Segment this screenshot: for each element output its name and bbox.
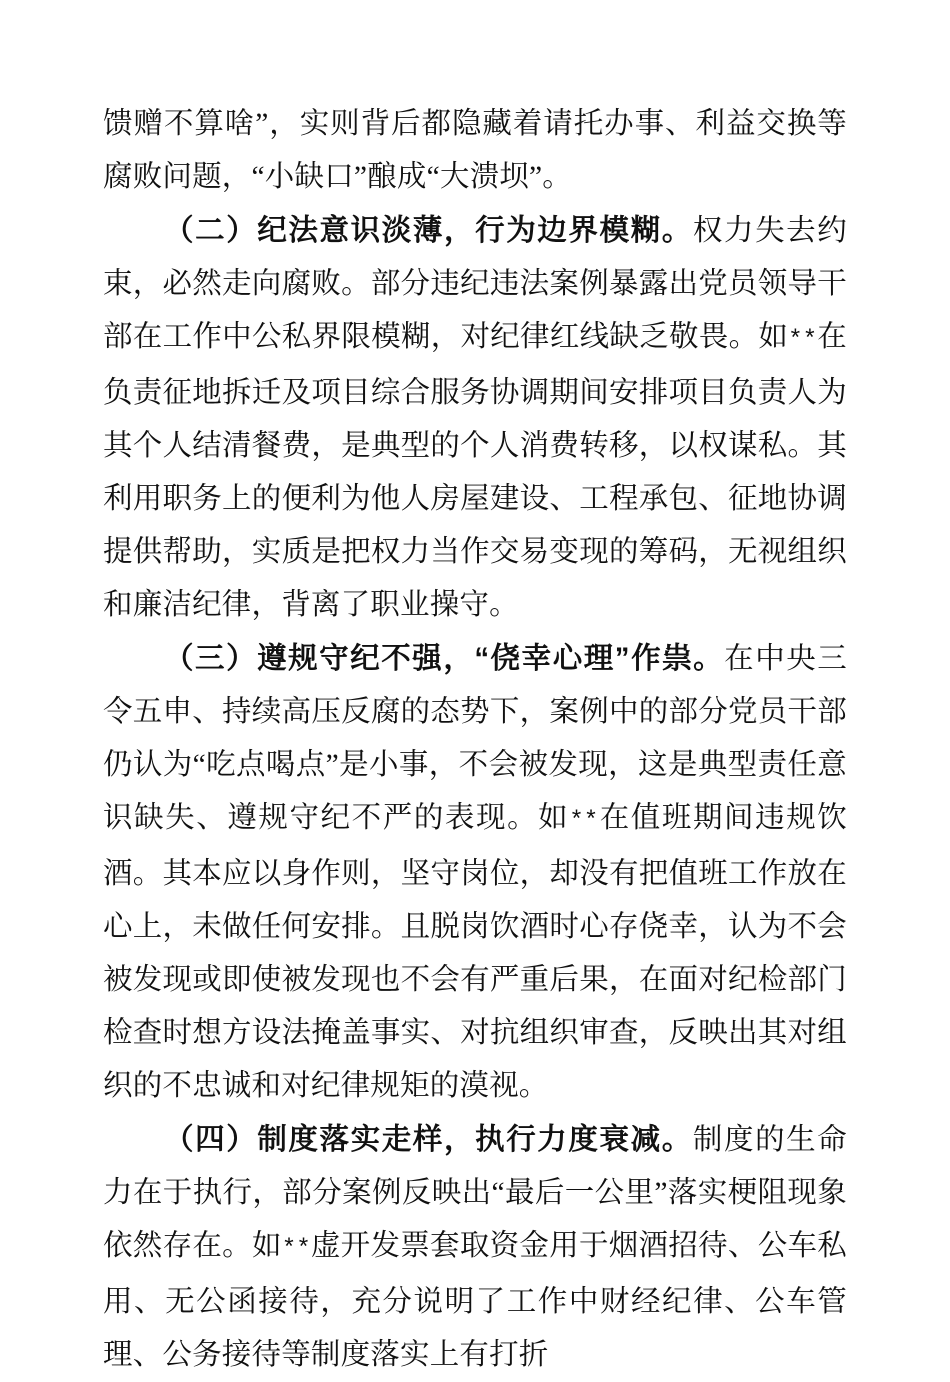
section-two-body-before-mask: 权力失去约束，必然走向腐败。部分违纪违法案例暴露出党员领导干部在工作中公私界限模糊，对纪律红线缺乏敬畏。如	[103, 215, 847, 353]
section-three-body-after-mask: 在值班期间违规饮酒。其本应以身作则，坚守岗位，却没有把值班工作放在心上，未做任何安排。且脱岗饮酒时心存侥幸，认为不会被发现或即使被发现也不会有严重后果，在面对纪检部门检查时想方设法掩盖事实、对抗组织审查，反映出其对组织的不忠诚和对纪律规矩的漠视。	[103, 802, 847, 1102]
paragraph-section-two	[103, 204, 847, 632]
redaction-mask-four: **	[281, 1236, 311, 1263]
paragraph-section-three	[103, 632, 847, 1113]
section-two-body-after-mask: 在负责征地拆迁及项目综合服务协调期间安排项目负责人为其个人结清餐费，是典型的个人消费转移，以权谋私。其利用职务上的便利为他人房屋建设、工程承包、征地协调提供帮助，实质是把权力当作交易变现的筹码，无视组织和廉洁纪律，背离了职业操守。	[103, 321, 847, 621]
redaction-mask-two: **	[788, 327, 818, 354]
section-three-body-before-mask: 在中央三令五申、持续高压反腐的态势下，案例中的部分党员干部仍认为“吃点喝点”是小事，不会被发现，这是典型责任意识缺失、遵规守纪不严的表现。如	[103, 643, 847, 834]
section-four-body-after-mask: 虚开发票套取资金用于烟酒招待、公车私用、无公函接待，充分说明了工作中财经纪律、公车管理、公务接待等制度落实上有打折	[103, 1230, 847, 1371]
page-text-body	[103, 98, 847, 1382]
redaction-mask-three: **	[569, 808, 599, 835]
section-four-body-before-mask: 制度的生命力在于执行，部分案例反映出“最后一公里”落实梗阻现象依然存在。如	[103, 1124, 847, 1262]
paragraph-section-four	[103, 1113, 847, 1382]
section-heading-four: （四）制度落实走样，执行力度衰减。	[164, 1123, 693, 1156]
paragraph-body-text: 馈赠不算啥”，实则背后都隐藏着请托办事、利益交换等腐败问题，“小缺口”酿成“大溃坝”。	[103, 108, 847, 193]
section-heading-two: （二）纪法意识淡薄，行为边界模糊。	[164, 214, 693, 247]
section-heading-three: （三）遵规守纪不强，“侥幸心理”作祟。	[164, 642, 725, 675]
paragraph-continuation	[103, 98, 847, 204]
